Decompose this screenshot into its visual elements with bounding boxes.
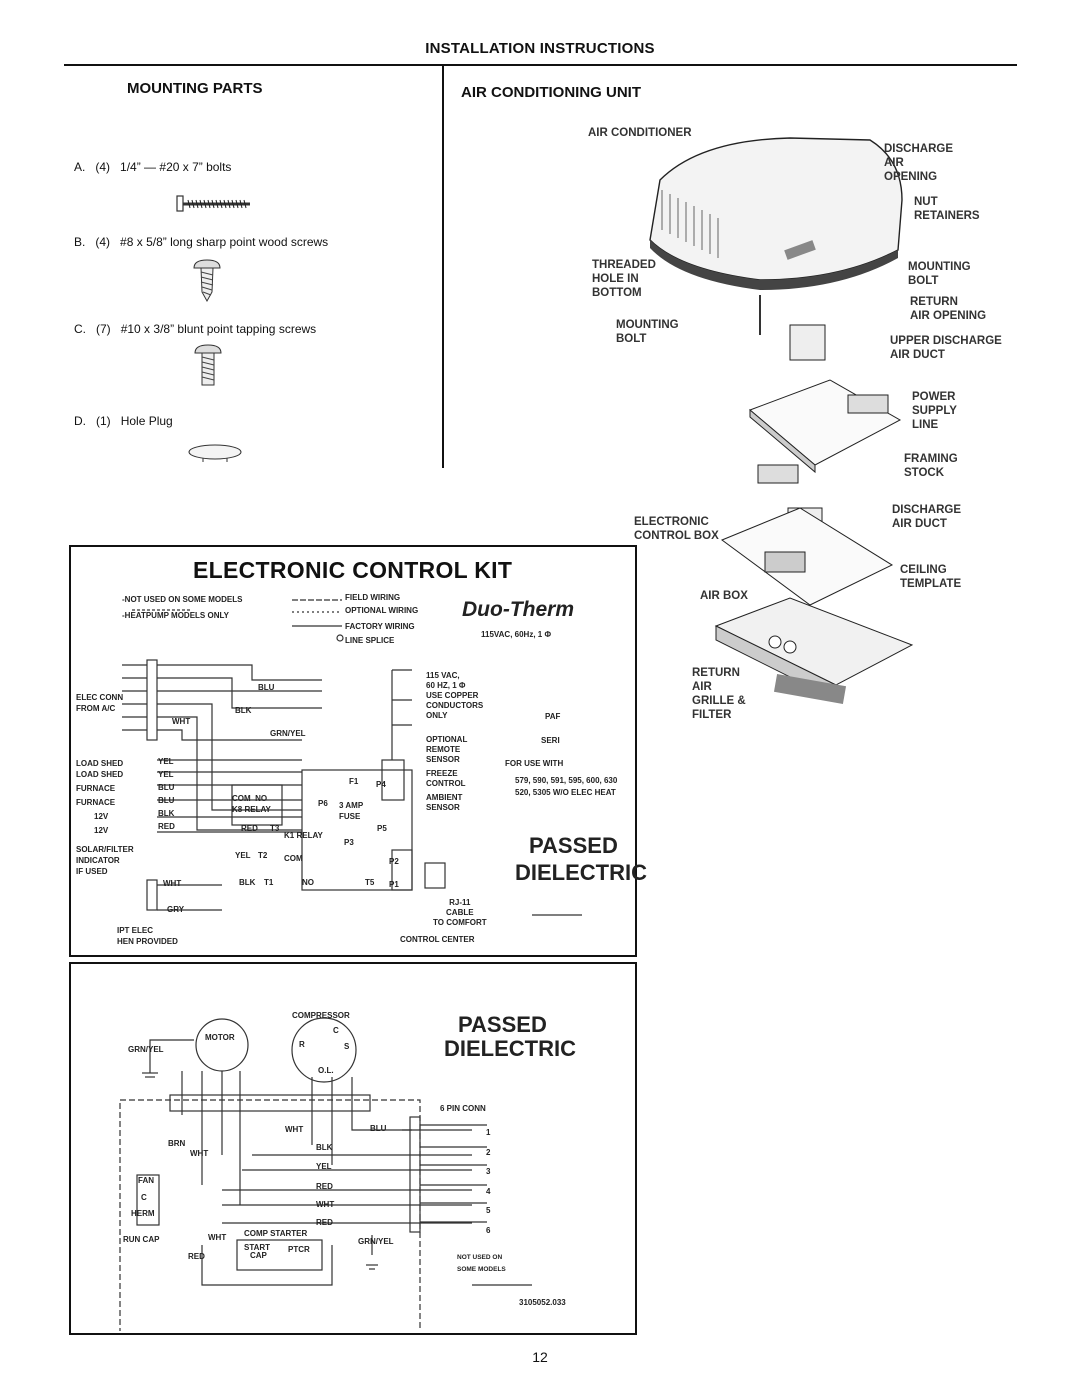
note: AMBIENT (426, 793, 463, 802)
board-k1: K1 RELAY (284, 831, 323, 840)
item-qty: (7) (96, 322, 111, 336)
item-qty: (4) (95, 160, 111, 174)
brand-logo: Duo-Therm (462, 598, 574, 621)
label-power-supply: POWER SUPPLY LINE (912, 391, 957, 431)
note: 60 HZ, 1 Φ (426, 681, 466, 690)
left-label: LOAD SHED (76, 759, 124, 768)
left-label: IPT ELEC (117, 926, 154, 935)
note: CABLE (446, 908, 474, 917)
board-p3: P3 (344, 838, 354, 847)
left-label: FROM A/C (76, 704, 116, 713)
wire-wht-2: WHT (163, 879, 182, 888)
schematic-run-cap: RUN CAP (123, 1235, 160, 1244)
schematic-grn-yel-2: GRN/YEL (358, 1237, 394, 1246)
schematic-ptcr: PTCR (288, 1245, 310, 1254)
board-fuse (339, 800, 363, 822)
power-rating: 115VAC, 60Hz, 1 Φ (481, 630, 552, 639)
legend-not-used: -NOT USED ON SOME MODELS (122, 595, 243, 604)
schematic-dielectric: DIELECTRIC (444, 1036, 576, 1061)
note: CONDUCTORS (426, 701, 484, 710)
schematic-herm: HERM (131, 1209, 155, 1218)
ac-unit-title: AIR CONDITIONING UNIT (461, 84, 641, 101)
mounting-item-a (74, 160, 231, 174)
schematic-c-2: C (141, 1193, 147, 1202)
header-rule (64, 64, 1017, 66)
schematic-ol: O.L. (318, 1066, 334, 1075)
legend-splice: LINE SPLICE (345, 636, 395, 645)
note: SENSOR (426, 803, 460, 812)
legend-optional: OPTIONAL WIRING (345, 606, 419, 615)
schematic-blk: BLK (316, 1143, 333, 1152)
pin-number: 5 (486, 1206, 491, 1215)
legend-field: FIELD WIRING (345, 593, 401, 602)
item-desc: #8 x 5/8” long sharp point wood screws (120, 235, 329, 249)
note: SOME MODELS (457, 1266, 506, 1273)
board-label: RELAY (244, 805, 271, 814)
schematic-red: RED (316, 1182, 333, 1191)
item-qty: (1) (96, 414, 111, 428)
note: ONLY (426, 711, 448, 720)
schematic-not-used (457, 1252, 506, 1276)
note: TO COMFORT (433, 918, 487, 927)
wire-yel: YEL (235, 851, 251, 860)
right-notes-top (426, 671, 483, 813)
side-paf: PAF (545, 712, 561, 721)
item-desc: 1/4” — #20 x 7” bolts (120, 160, 232, 174)
label-ceiling-template: CEILING TEMPLATE (900, 564, 962, 590)
schematic-cap: CAP (250, 1251, 267, 1260)
schematic-grn-yel: GRN/YEL (128, 1045, 164, 1054)
kit-passed: PASSED (529, 833, 618, 858)
side-for-use: FOR USE WITH (505, 759, 564, 768)
wire-blk-2: BLK (239, 878, 256, 887)
label-threaded-hole: THREADED HOLE IN BOTTOM (592, 259, 656, 299)
schematic-part-number: 3105052.033 (519, 1298, 566, 1307)
schematic-pins (486, 1123, 490, 1240)
wire-label: RED (158, 822, 175, 831)
note: SENSOR (426, 755, 460, 764)
left-label: SOLAR/FILTER (76, 845, 134, 854)
label-air-conditioner: AIR CONDITIONER (588, 127, 692, 139)
bolt-icon (176, 194, 254, 214)
note-control-center: CONTROL CENTER (400, 935, 475, 944)
item-letter: D. (74, 414, 86, 428)
label-return-air-grille: RETURN AIR GRILLE & FILTER (692, 667, 746, 721)
pin-number: 6 (486, 1225, 491, 1235)
schematic-c: C (333, 1026, 339, 1035)
board-t1: T1 (264, 878, 274, 887)
wire-label: YEL (158, 757, 174, 766)
wire-wht: WHT (172, 717, 191, 726)
schematic-wht-2: WHT (190, 1149, 209, 1158)
wire-label: BLU (158, 783, 175, 792)
label-return-air-opening: RETURN AIR OPENING (910, 296, 987, 322)
board-k1-no: NO (302, 878, 314, 887)
wire-list (158, 755, 175, 833)
side-seri: SERI (541, 736, 560, 745)
board-t5: T5 (365, 878, 375, 887)
schematic-red-3: RED (188, 1252, 205, 1261)
label-air-box: AIR BOX (700, 590, 748, 602)
hole-plug-icon (187, 443, 243, 463)
schematic-red-2: RED (316, 1218, 333, 1227)
pin-number: 4 (486, 1186, 491, 1196)
wire-gry: GRY (167, 905, 185, 914)
note: REMOTE (426, 745, 461, 754)
ipt-labels (117, 925, 178, 947)
page-number: 12 (532, 1349, 548, 1365)
schematic-start: START (244, 1243, 271, 1252)
wood-screw-icon (192, 258, 222, 303)
schematic-passed: PASSED (458, 1012, 547, 1037)
schematic-compressor: COMPRESSOR (292, 1011, 350, 1020)
label-discharge-air-opening: DISCHARGE AIR OPENING (884, 143, 954, 183)
item-letter: B. (74, 235, 86, 249)
wire-label: YEL (158, 770, 174, 779)
mounting-item-b (74, 235, 328, 249)
note: OPTIONAL (426, 735, 468, 744)
pin-number: 2 (486, 1147, 491, 1157)
label-upper-discharge: UPPER DISCHARGE AIR DUCT (890, 335, 1002, 361)
board-p2: P2 (389, 857, 399, 866)
schematic-motor: MOTOR (205, 1033, 235, 1042)
left-label: 12V (94, 826, 109, 835)
wire-label: BLU (158, 796, 175, 805)
right-notes-bottom (433, 898, 487, 928)
item-letter: C. (74, 322, 86, 336)
label-discharge-air-duct: DISCHARGE AIR DUCT (892, 504, 962, 530)
schematic-yel: YEL (316, 1162, 332, 1171)
item-desc: Hole Plug (120, 414, 173, 428)
compressor-wiring-diagram (72, 965, 632, 1331)
left-label: FURNACE (76, 798, 116, 807)
wire-blk: BLK (235, 706, 252, 715)
side-models-2: 520, 5305 W/O ELEC HEAT (515, 788, 616, 797)
label-nut-retainers: NUT RETAINERS (914, 196, 980, 222)
item-qty: (4) (95, 235, 111, 249)
kit-title: ELECTRONIC CONTROL KIT (193, 557, 513, 583)
left-label: INDICATOR (76, 856, 120, 865)
schematic-comp-starter: COMP STARTER (244, 1229, 308, 1238)
schematic-s: S (344, 1042, 350, 1051)
board-p5: P5 (377, 824, 387, 833)
schematic-wht-3: WHT (316, 1200, 335, 1209)
left-label: LOAD SHED (76, 770, 124, 779)
schematic-blu: BLU (370, 1124, 387, 1133)
board-t3: T3 (270, 824, 280, 833)
item-desc: #10 x 3/8” blunt point tapping screws (120, 322, 317, 336)
wire-label: BLK (158, 809, 175, 818)
wire-red: RED (241, 824, 258, 833)
item-letter: A. (74, 160, 86, 174)
mounting-parts-title: MOUNTING PARTS (127, 80, 263, 97)
board-relays (232, 793, 271, 815)
left-labels-group (76, 692, 136, 877)
schematic-r: R (299, 1040, 305, 1049)
board-t2: T2 (258, 851, 268, 860)
label-mounting-bolt-right: MOUNTING BOLT (908, 261, 971, 287)
wire-blu: BLU (258, 683, 275, 692)
label-electronic-control-box: ELECTRONIC CONTROL BOX (634, 516, 719, 542)
board-label: K8 (232, 805, 243, 814)
wire-grn-yel: GRN/YEL (270, 729, 306, 738)
note: FREEZE (426, 769, 458, 778)
left-label: ELEC CONN (76, 693, 124, 702)
board-label: COM (232, 794, 251, 803)
note: 115 VAC, (426, 671, 460, 680)
label-framing-stock: FRAMING STOCK (904, 453, 958, 479)
board-label: FUSE (339, 812, 361, 821)
board-f1: F1 (349, 777, 359, 786)
board-k1-com: COM (284, 854, 303, 863)
schematic-brn: BRN (168, 1139, 186, 1148)
ac-exploded-diagram (640, 120, 920, 720)
column-divider (442, 66, 444, 468)
schematic-fan: FAN (138, 1176, 154, 1185)
board-p4: P4 (376, 780, 386, 789)
mounting-item-c (74, 322, 316, 336)
tapping-screw-icon (193, 343, 223, 387)
legend-heatpump: -HEATPUMP MODELS ONLY (122, 611, 229, 620)
note: USE COPPER (426, 691, 479, 700)
note: RJ-11 (449, 898, 471, 907)
header-title: INSTALLATION INSTRUCTIONS (425, 40, 655, 57)
schematic-wht: WHT (285, 1125, 304, 1134)
schematic-6pin: 6 PIN CONN (440, 1104, 486, 1113)
board-p6: P6 (318, 799, 328, 808)
schematic-wht-4: WHT (208, 1233, 227, 1242)
legend-factory: FACTORY WIRING (345, 622, 415, 631)
left-label: 12V (94, 812, 109, 821)
board-label: NO (255, 794, 268, 803)
pin-number: 3 (486, 1167, 491, 1176)
side-models: 579, 590, 591, 595, 600, 630 (515, 776, 618, 785)
mounting-item-d (74, 414, 173, 428)
note: NOT USED ON (457, 1254, 503, 1261)
note: CONTROL (426, 779, 466, 788)
label-mounting-bolt-left: MOUNTING BOLT (616, 319, 679, 345)
board-label: 3 AMP (339, 801, 364, 810)
left-label: IF USED (76, 867, 108, 876)
left-label: HEN PROVIDED (117, 937, 178, 946)
kit-dielectric: DIELECTRIC (515, 860, 647, 885)
board-p1: P1 (389, 880, 399, 889)
pin-number: 1 (486, 1128, 491, 1137)
left-label: FURNACE (76, 784, 116, 793)
